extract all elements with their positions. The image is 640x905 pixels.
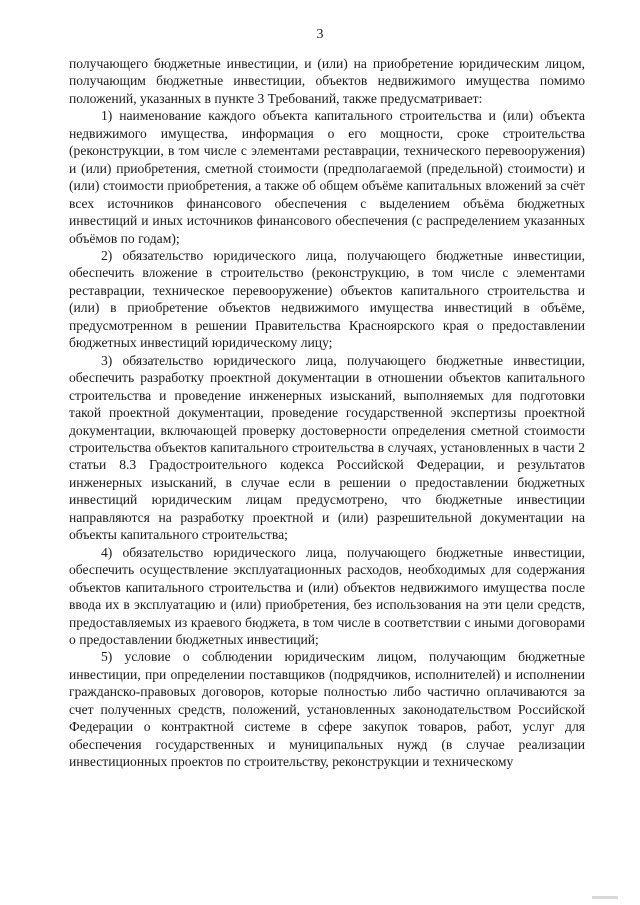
- document-body: [69, 55, 585, 771]
- paragraph-item-3: 3) обязательство юридического лица, получающего бюджетные инвестиции, обеспечить разработку проектной документации в отношении объектов капитального строительства и проведение инженерных изысканий, выполняемых для подготовки такой проектной документации, проведение государственной экспертизы проектной документации, включающей проверку достоверности определения сметной стоимости строительства объектов капитального строительства в случаях, установленных в части 2 статьи 8.3 Градостроительного кодекса Российской Федерации, и результатов инженерных изысканий, в случае если в решении о предоставлении бюджетных инвестиций юридическим лицам предусмотрено, что бюджетные инвестиции направляются на разработку проектной и (или) разрешительной документации на объекты капитального строительства;: [69, 352, 585, 543]
- paragraph-item-2: 2) обязательство юридического лица, получающего бюджетные инвестиции, обеспечить вложение в строительство (реконструкцию, в том числе с элементами реставрации, техническое перевооружение) объектов капитального строительства и (или) в приобретение объектов недвижимого имущества инвестиций в объёме, предусмотренном в решении Правительства Красноярского края о предоставлении бюджетных инвестиций юридическому лицу;: [69, 247, 585, 351]
- paragraph-continuation: получающего бюджетные инвестиции, и (или) на приобретение юридическим лицом, получающим бюджетные инвестиции, объектов недвижимого имущества помимо положений, указанных в пункте 3 Требований, также предусматривает:: [69, 56, 585, 106]
- page-number: 3: [316, 27, 324, 42]
- scan-artifact: [592, 896, 618, 899]
- paragraph-item-4: 4) обязательство юридического лица, получающего бюджетные инвестиции, обеспечить осуществление эксплуатационных расходов, необходимых для содержания объектов капитального строительства и (или) объектов недвижимого имущества после ввода их в эксплуатацию и (или) приобретения, без использования на эти цели средств, предоставляемых из краевого бюджета, в том числе в соответствии с иными договорами о предоставлении бюджетных инвестиций;: [69, 544, 585, 647]
- paragraph-item-1: 1) наименование каждого объекта капитального строительства и (или) объекта недвижимого имущества, информация о его мощности, сроке строительства (реконструкции, в том числе с элементами реставрации, технического перевооружения) и (или) приобретения, сметной стоимости (предполагаемой (предельной) стоимости) и (или) стоимости приобретения, а также об общем объёме капитальных вложений за счёт всех источников финансового обеспечения с выделением объёма бюджетных инвестиций и иных источников финансового обеспечения (с распределением указанных объёмов по годам);: [69, 108, 585, 246]
- paragraph-item-5: 5) условие о соблюдении юридическим лицом, получающим бюджетные инвестиции, при определении поставщиков (подрядчиков, исполнителей) и исполнении гражданско-правовых договоров, которые полностью либо частично оплачиваются за счет полученных средств, положений, установленных законодательством Российской Федерации о контрактной системе в сфере закупок товаров, работ, услуг для обеспечения государственных и муниципальных нужд (в случае реализации инвестиционных проектов по строительству, реконструкции и техническому: [69, 649, 585, 770]
